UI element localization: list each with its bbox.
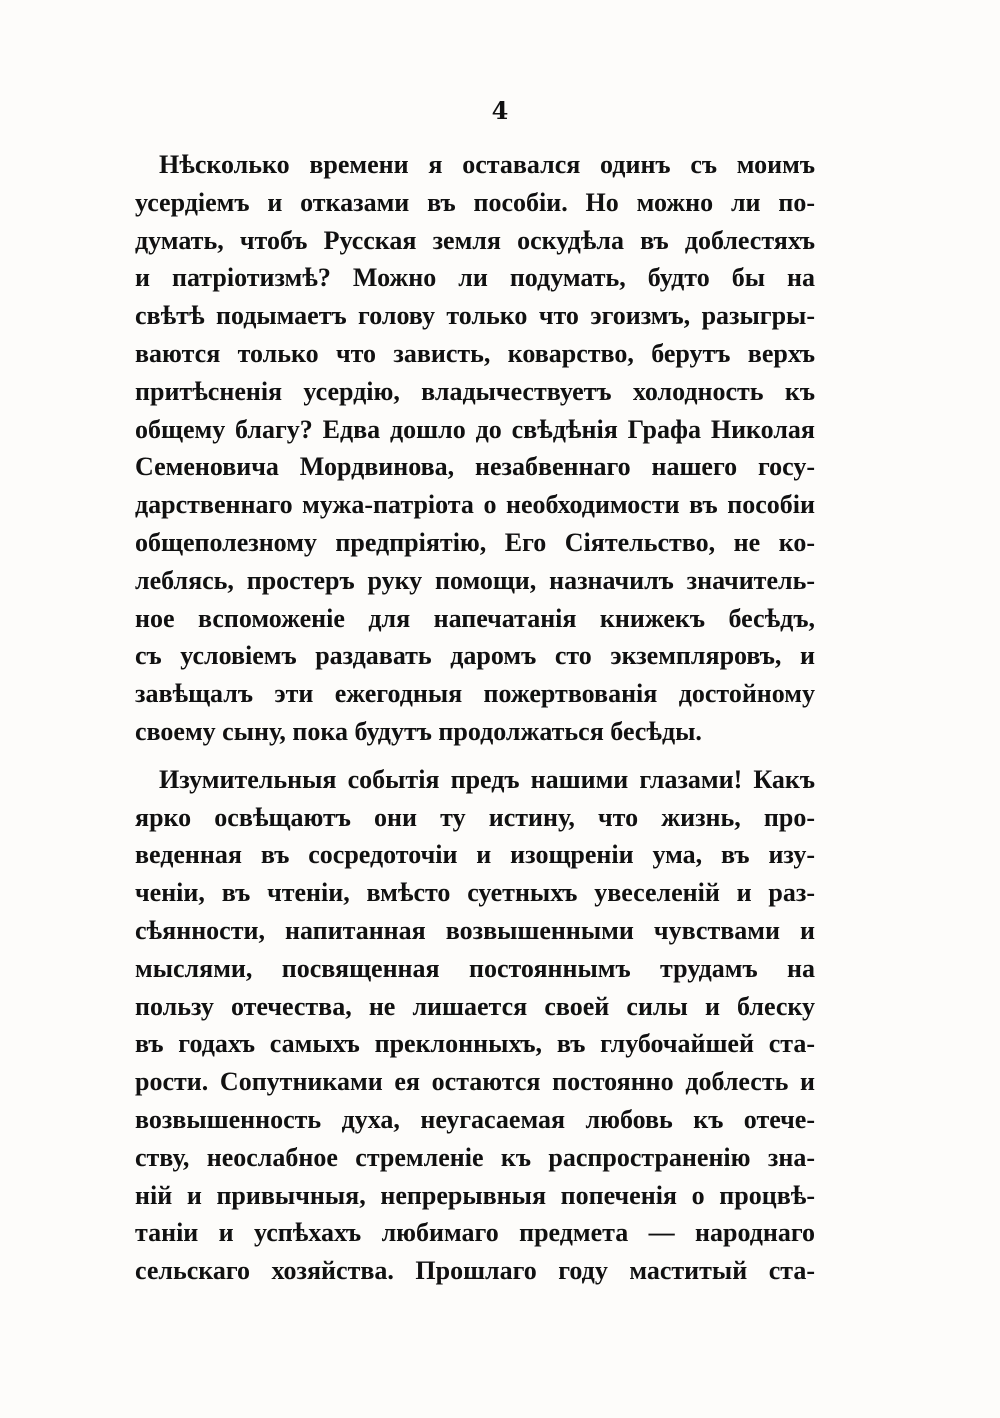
text-line: Семеновича Мордвинова, незабвеннаго нашего госу-	[135, 452, 815, 482]
text-line: сѣянности, напитанная возвышенными чувствами и	[135, 915, 815, 945]
text-line: и патріотизмѣ? Можно ли подумать, будто бы на	[135, 263, 815, 293]
text-line: ное вспоможеніе для напечатанія книжекъ бесѣдъ,	[135, 603, 815, 633]
text-line: своему сыну, пока будутъ продолжаться бесѣды.	[135, 716, 702, 746]
text-line: усердіемъ и отказами въ пособіи. Но можно ли по-	[135, 187, 815, 217]
text-line: рости. Сопутниками ея остаются постоянно доблесть и	[135, 1067, 815, 1097]
text-line: ярко освѣщаютъ они ту истину, что жизнь, про-	[135, 802, 815, 832]
text-line: ченіи, въ чтеніи, вмѣсто суетныхъ увеселеній и раз-	[135, 878, 815, 908]
text-line: общему благу? Едва дошло до свѣдѣнія Графа Николая	[135, 414, 815, 444]
body-text	[135, 146, 815, 1290]
text-line: завѣщалъ эти ежегодныя пожертвованія достойному	[135, 679, 815, 709]
paragraph	[135, 146, 815, 751]
paragraph	[135, 761, 815, 1290]
text-line: таніи и успѣхахъ любимаго предмета — народнаго	[135, 1218, 815, 1248]
text-line: притѣсненія усердію, владычествуетъ холодность къ	[135, 376, 815, 406]
text-line: ваются только что зависть, коварство, берутъ верхъ	[135, 338, 815, 368]
text-line: сельскаго хозяйства. Прошлаго году маститый ста-	[135, 1256, 815, 1286]
text-line: свѣтѣ подымаетъ голову только что эгоизмъ, разыгры-	[135, 301, 815, 331]
text-line: пользу отечества, не лишается своей силы и блеску	[135, 991, 815, 1021]
text-line: веденная въ сосредоточіи и изощреніи ума, въ изу-	[135, 840, 815, 870]
text-line: леблясь, простеръ руку помощи, назначилъ значитель-	[135, 565, 815, 595]
text-line: ству, неослабное стремленіе къ распространенію зна-	[135, 1142, 815, 1172]
text-line: возвышенность духа, неугасаемая любовь къ отече-	[135, 1104, 815, 1134]
text-line: въ годахъ самыхъ преклонныхъ, въ глубочайшей ста-	[135, 1029, 815, 1059]
page-number: 4	[491, 96, 509, 125]
text-line: ній и привычныя, непрерывныя попеченія о процвѣ-	[135, 1180, 815, 1210]
text-line: мыслями, посвященная постояннымъ трудамъ на	[135, 953, 815, 983]
text-line: съ условіемъ раздавать даромъ сто экземпляровъ, и	[135, 641, 815, 671]
text-line: думать, чтобъ Русская земля оскудѣла въ доблестяхъ	[135, 225, 815, 255]
text-line: Нѣсколько времени я оставался одинъ съ моимъ	[159, 150, 815, 179]
text-line: дарственнаго мужа-патріота о необходимости въ пособіи	[135, 490, 815, 520]
paragraph-gap	[135, 751, 815, 761]
text-line: Изумительныя событія предъ нашими глазами! Какъ	[159, 764, 815, 794]
text-line: общеполезному предпріятію, Его Сіятельство, не ко-	[135, 527, 815, 557]
